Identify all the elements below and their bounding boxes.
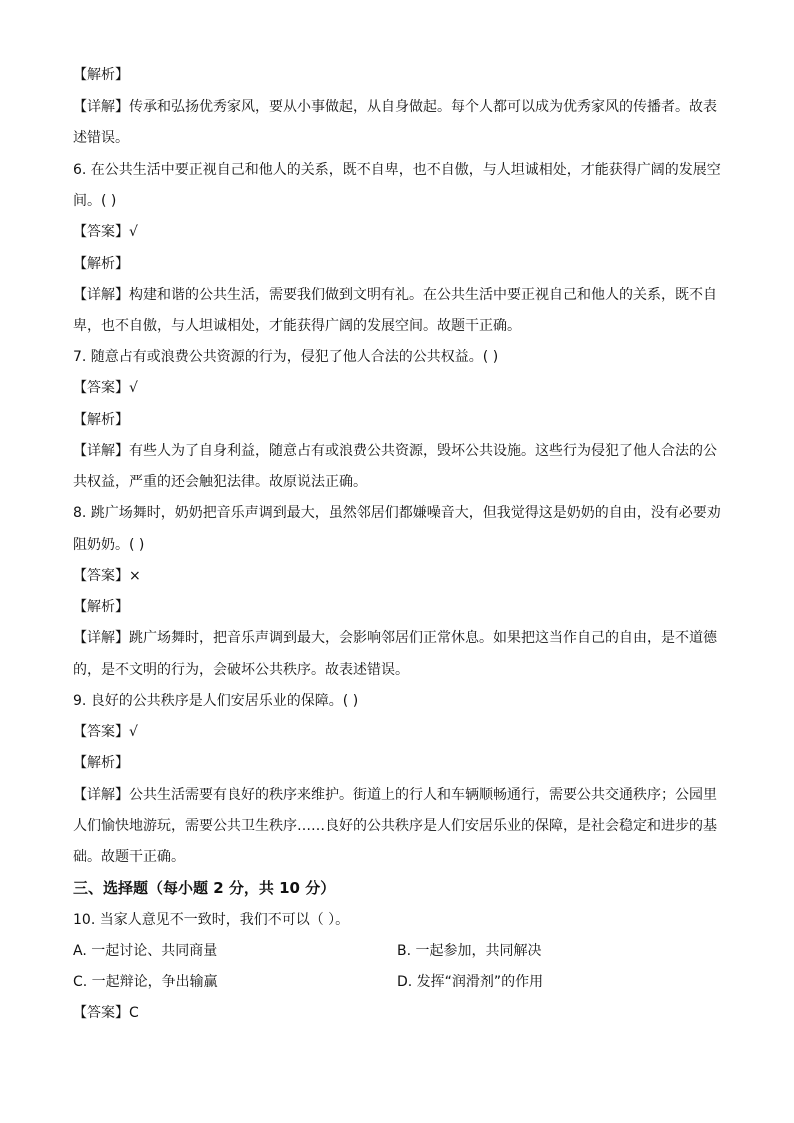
detail-text: 【详解】公共生活需要有良好的秩序来维护。街道上的行人和车辆顺畅通行，需要公共交通秩序；公园里 [73,787,717,803]
analysis-label: 【解析】 [73,412,129,428]
analysis-label: 【解析】 [73,256,129,272]
detail-text: 共权益，严重的还会触犯法律。故原说法正确。 [73,474,367,490]
question-8-cont: 阻奶奶。( ) [73,537,145,553]
option-d: D. 发挥“润滑剂”的作用 [397,974,544,990]
detail-text: 人们愉快地游玩，需要公共卫生秩序……良好的公共秩序是人们安居乐业的保障，是社会稳定和进步的基 [73,818,717,834]
analysis-label: 【解析】 [73,599,129,615]
answer-label: 【答案】√ [73,224,138,240]
option-c: C. 一起辩论，争出输赢 [73,974,218,990]
analysis-label: 【解析】 [73,67,129,83]
section-heading: 三、选择题（每小题 2 分，共 10 分） [73,879,336,897]
detail-text: 述错误。 [73,130,129,146]
question-6: 6. 在公共生活中要正视自己和他人的关系，既不自卑，也不自傲，与人坦诚相处，才能获得广阔的发展空 [73,162,721,178]
answer-label: 【答案】× [73,568,141,584]
option-a: A. 一起讨论、共同商量 [73,943,218,959]
detail-text: 【详解】构建和谐的公共生活，需要我们做到文明有礼。在公共生活中要正视自己和他人的关系，既不自 [73,287,717,303]
answer-label: 【答案】√ [73,724,138,740]
question-9: 9. 良好的公共秩序是人们安居乐业的保障。( ) [73,693,359,709]
analysis-label: 【解析】 [73,755,129,771]
detail-text: 础。故题干正确。 [73,849,185,865]
detail-text: 卑，也不自傲，与人坦诚相处，才能获得广阔的发展空间。故题干正确。 [73,318,521,334]
answer-label: 【答案】√ [73,380,138,396]
detail-text: 【详解】跳广场舞时，把音乐声调到最大，会影响邻居们正常休息。如果把这当作自己的自由，是不道德 [73,630,717,646]
answer-label: 【答案】C [73,1005,139,1021]
detail-text: 的，是不文明的行为，会破坏公共秩序。故表述错误。 [73,662,409,678]
detail-text: 【详解】传承和弘扬优秀家风，要从小事做起，从自身做起。每个人都可以成为优秀家风的传播者。故表 [73,99,717,115]
question-8: 8. 跳广场舞时，奶奶把音乐声调到最大，虽然邻居们都嫌噪音大，但我觉得这是奶奶的自由，没有必要劝 [73,505,721,521]
question-10: 10. 当家人意见不一致时，我们不可以（ ）。 [73,912,350,928]
detail-text: 【详解】有些人为了自身利益，随意占有或浪费公共资源，毁坏公共设施。这些行为侵犯了他人合法的公 [73,443,717,459]
question-6-cont: 间。( ) [73,193,117,209]
question-7: 7. 随意占有或浪费公共资源的行为，侵犯了他人合法的公共权益。( ) [73,349,499,365]
option-b: B. 一起参加，共同解决 [397,943,542,959]
